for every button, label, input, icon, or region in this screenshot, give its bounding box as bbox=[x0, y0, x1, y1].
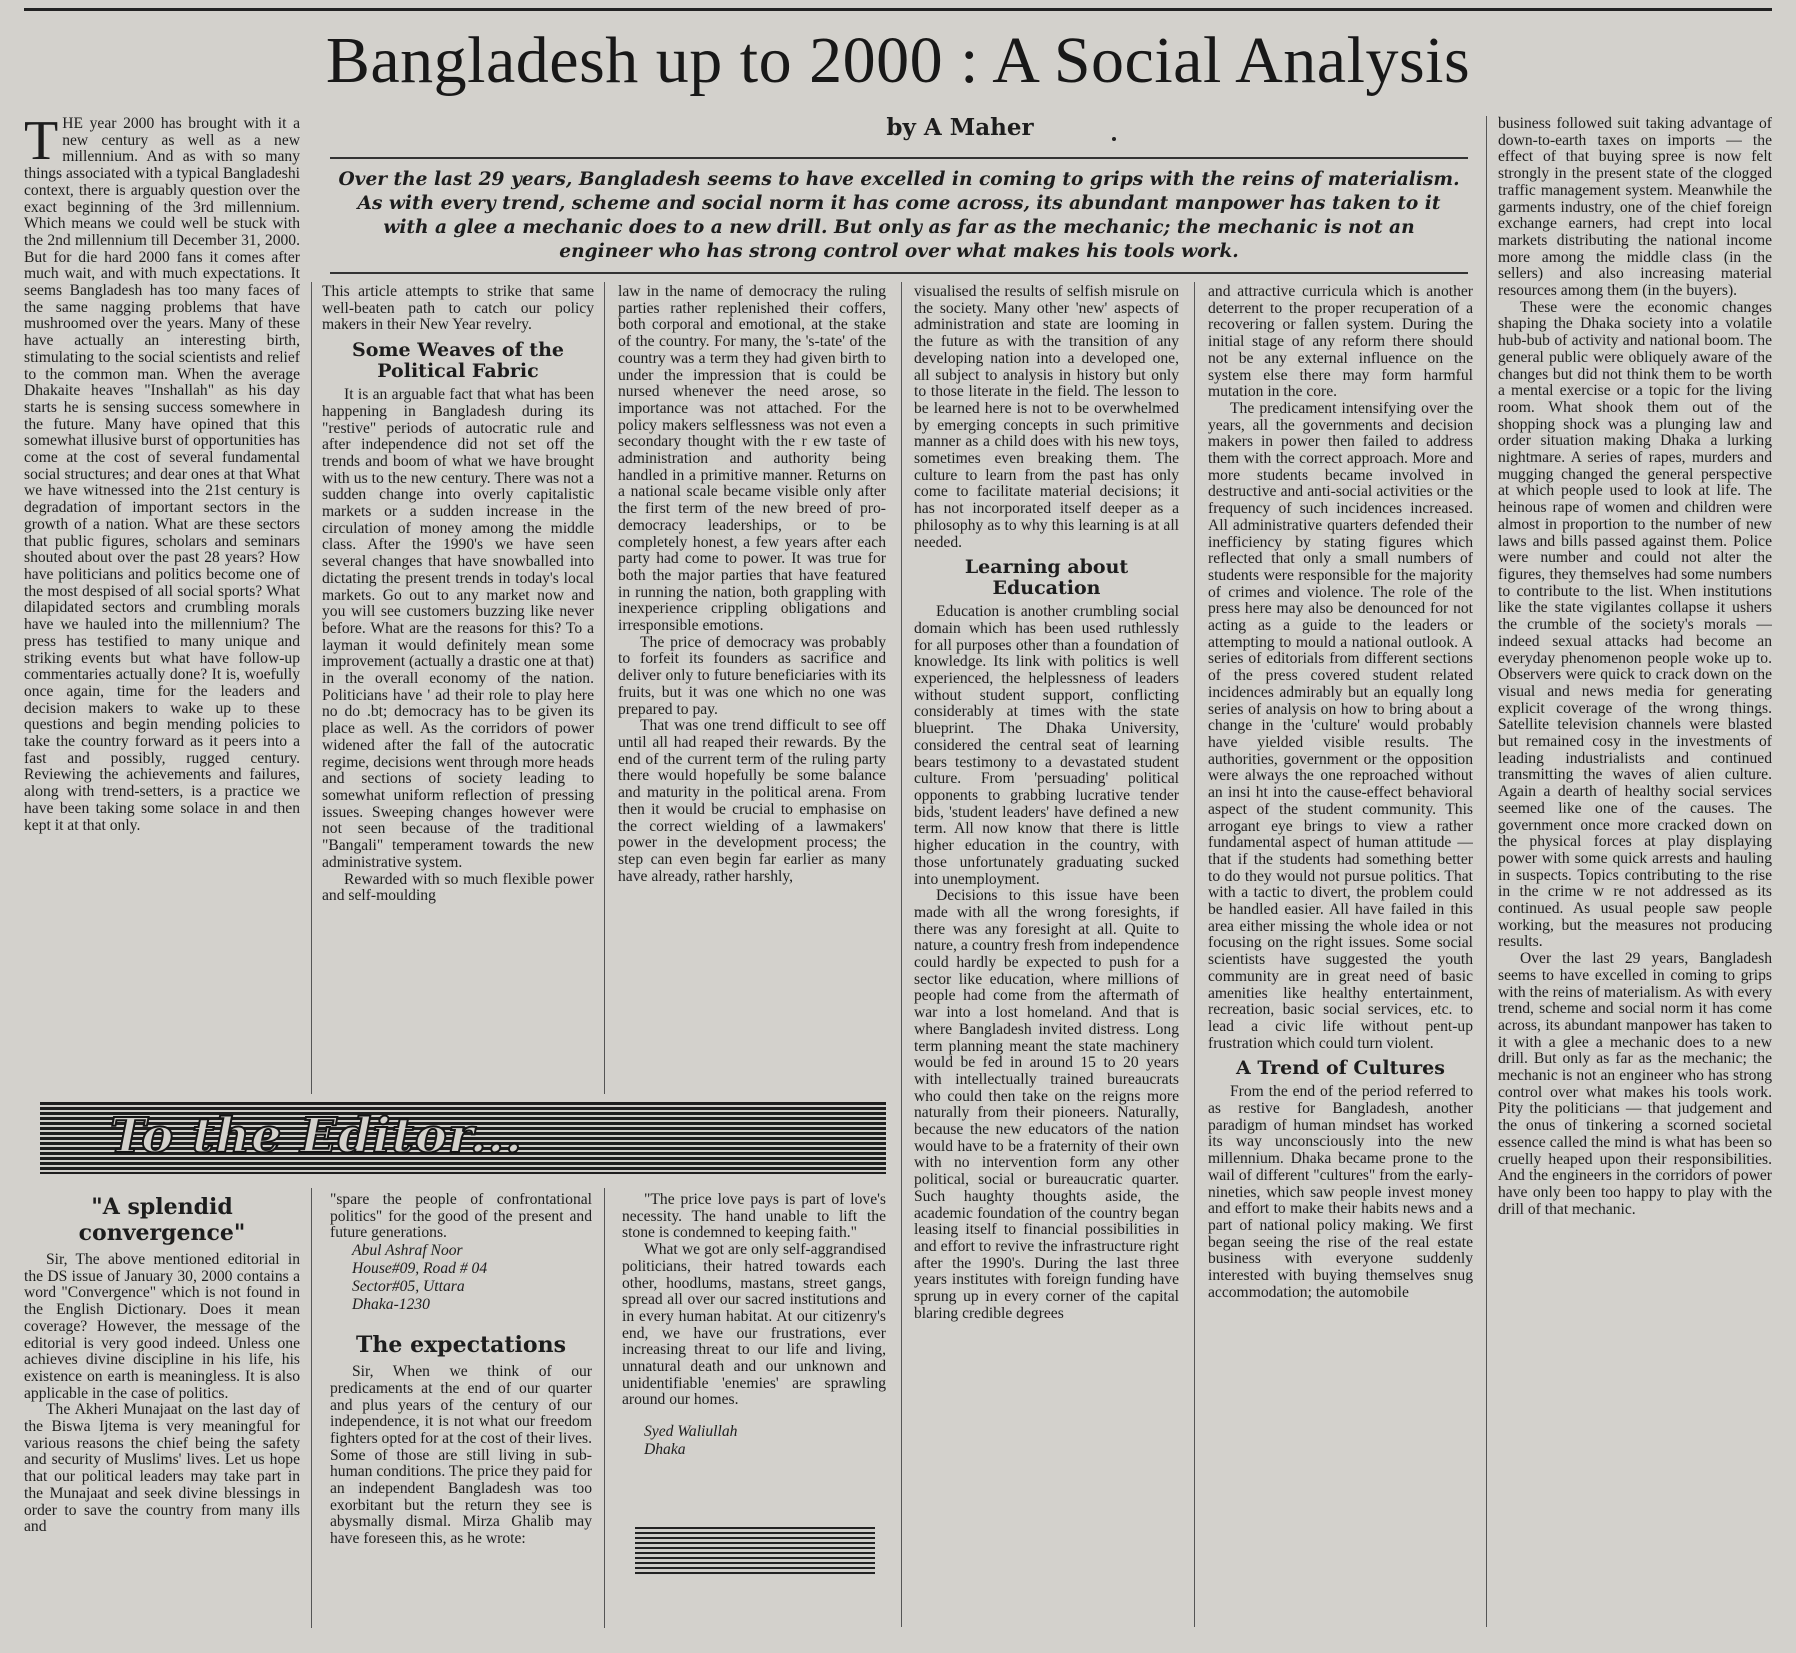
signature-address: Dhaka-1230 bbox=[352, 1296, 430, 1314]
col5-paragraph: The predicament intensifying over the years, all the governments and decision makers in power then failed to address them with the correct approach. More and more students became involved in destructive and anti-social activities or the frequency of such incidences increased. All administrative quarters defended their inefficiency by stating figures which reflected that only a small numbers of students were responsible for the majority of crimes and violence. The role of the press here may also be denounced for not acting as a guide to the leaders or attempting to mould a national outlook. A series of editorials from different sections of the press covered student related incidences admirably but an equally long series of analysis on how to bring about a change in the 'culture' would probably have yielded visible results. The authorities, government or the opposition were always the one reproached without an insi ht into the cause-effect behavioral aspect of the student community. This arrogant eye brings to view a rather fundamental aspect of human attitude — that if the students had something better to do they would not pursue politics. That with a tactic to divert, the problem could be handled easier. All have failed in this area either missing the whole idea or not focusing on the right issues. Some social scientists have suggested the youth community are in great need of basic amenities like healthy entertainment, recreation, basic social services, etc. to lead a civic life without pent-up frustration which could turn violent. bbox=[1208, 399, 1473, 1052]
section-heading-political-fabric: Some Weaves of the Political Fabric bbox=[352, 339, 564, 383]
column-rule bbox=[311, 282, 312, 1094]
top-rule bbox=[24, 8, 1772, 11]
letter-title: The expectations bbox=[356, 1332, 566, 1359]
column-1 bbox=[24, 116, 300, 1098]
column-rule bbox=[311, 1188, 312, 1628]
col1-paragraph bbox=[24, 116, 300, 834]
letter-paragraph: "spare the people of confrontational politics" for the good of the present and future generations. bbox=[330, 1192, 592, 1242]
col6-paragraph: Over the last 29 years, Bangladesh seems to have excelled in coming to grips with the reins of materialism. As with every trend, scheme and social norm it has come across, its abundant manpower has taken to it with a glee a mechanic does to a new drill. But only as far as the mechanic; the mechanic is not an engineer who has strong control over what makes his tools work. Pity the politicians — that judgement and the onus of tinkering a scorned societal essence called the mind is what has been so cruelly heaped upon their responsibilities. And the engineers in the corridors of power have only been too happy to play with the drill of that mechanic. bbox=[1498, 950, 1772, 1218]
col2-paragraph: Rewarded with so much flexible power and self-moulding bbox=[322, 870, 594, 905]
banner-label: To the Editor... bbox=[110, 1108, 523, 1164]
letter-2-column bbox=[330, 1192, 592, 1628]
col3-paragraph: The price of democracy was probably to forfeit its founders as sacrifice and deliver only to future beneficiaries with its fruits, but it was one which no one was prepared to pay. bbox=[618, 633, 886, 718]
column-rule bbox=[1194, 282, 1195, 1627]
col6-paragraph: These were the economic changes shaping the Dhaka society into a volatile hub-bub of activity and national boom. The general public were obliquely aware of the changes but did not think them to be worth a mental exercise or a topic for the living room. What shook them out of the shopping shock was a plunging law and order situation making Dhaka a lurking nightmare. A series of rapes, murders and mugging changed the general perspective at which people used to look at life. The heinous rape of women and children were almost in proportion to the number of new laws and bills passed against them. Police were number and could not alter the figures, they themselves had some numbers to contribute to the list. When institutions like the state vigilantes collapse it ushers the crumble of the society's morals — indeed sexual attacks had become an everyday phenomenon people woke up to. Observers were quick to crack down on the visual and news media for generating explicit coverage of the wrong things. Satellite television channels were blasted but remained cosy in the investments of leading industrialists and continued transmitting the waves of alien culture. Again a dearth of healthy social services seemed like one of the causes. The government once more cracked down on the physical forces at play displaying power with some quick arrests and hauling in suspects. Topics contributing to the rise in the crime w re not addressed as its continued. As usual people saw people working, but the measures not producing results. bbox=[1498, 298, 1772, 951]
article-title: Bangladesh up to 2000 : A Social Analysis bbox=[325, 24, 1471, 97]
column-4 bbox=[914, 284, 1179, 1624]
letter-quote: "The price love pays is part of love's necessity. The hand unable to lift the stone is condemned to keeping faith." bbox=[622, 1192, 886, 1242]
section-heading-education: Learning about Education bbox=[964, 556, 1129, 600]
column-6 bbox=[1498, 116, 1772, 1626]
letter-paragraph: Sir, The above mentioned editorial in the DS issue of January 30, 2000 contains a word "Convergence" which is not found in the English Dictionary. Does it mean coverage? However, the message of the editorial is very good indeed. Unless one achieves divine discipline in his life, his existence on earth is meaningless. It is also applicable in the case of politics. bbox=[24, 1251, 300, 1402]
column-rule bbox=[1486, 116, 1487, 1627]
letter-3-column bbox=[622, 1192, 886, 1522]
drop-cap: T bbox=[24, 116, 59, 172]
col4-paragraph: visualised the results of selfish misrule on the society. Many other 'new' aspects of administration and state are looming in the future as with the transition of any developing nation into a developed one, all subject to analysis in history but only to those literate in the field. The lesson to be learned here is not to be overwhelmed by emerging concepts in such primitive manner as a child does with his new toys, sometimes even breaking them. The culture to learn from the past has only come to facilitate material decisions; it has not incorporated itself deeper as a philosophy as to why this learning is at all needed. bbox=[914, 284, 1179, 551]
to-the-editor-banner bbox=[40, 1102, 886, 1174]
standfirst: Over the last 29 years, Bangladesh seems to have excelled in coming to grips with the reins of materialism. As with every trend, scheme and social norm it has come across, its abundant manpower has taken to it with a glee a mechanic does to a new drill. But only as far as the mechanic; the mechanic is not an engineer who has strong control over what makes his tools work. bbox=[330, 157, 1468, 274]
letter-1-column bbox=[24, 1190, 300, 1630]
column-5 bbox=[1208, 284, 1473, 1624]
column-rule bbox=[604, 1188, 605, 1628]
col5-paragraph: and attractive curricula which is another deterrent to the proper recuperation of a recovering or fallen system. During the initial stage of any reform there should not be any external influence on the system else there may form harmful mutation in the core. bbox=[1208, 284, 1473, 401]
col3-paragraph: law in the name of democracy the ruling parties rather replenished their coffers, both corporal and emotional, at the stake of the country. For many, the 's-tate' of the country was a term they had given birth to under the impression that is could be nursed whenever the need arose, so importance was not attached. For the policy makers selflessness was not even a secondary thought with the r ew taste of administration and authority being handled in a primitive manner. Returns on a national scale became visible only after the first term of the new breed of pro-democracy leaderships, or to be completely honest, a few years after each party had come to power. It was true for both the major parties that have featured in running the nation, both grappling with inexperience crippling obligations and irresponsible emotions. bbox=[618, 284, 886, 635]
column-3 bbox=[618, 284, 886, 1098]
signature-address: House#09, Road # 04 bbox=[352, 1260, 488, 1278]
col4-paragraph: Education is another crumbling social domain which has been used ruthlessly for all purposes other than a foundation of knowledge. Its link with politics is well experienced, the helplessness of leaders without student support, conflicting considerably at times with the state blueprint. The Dhaka University, considered the central seat of learning bears testimony to a devastated student culture. From 'persuading' political opponents to grabbing lucrative tender bids, 'student leaders' have defined a new term. All now know that there is little higher education in the country, with those unfortunately graduating sucked into unemployment. bbox=[914, 603, 1179, 888]
col2-paragraph: It is an arguable fact that what has been happening in Bangladesh during its "restive" periods of autocratic rule and after independence did not set off the trends and boom of what we have brought with us to the new century. There was not a sudden change into overly capitalistic markets or a sudden increase in the circulation of money among the middle class. After the 1990's we have seen several changes that have snowballed into dictating the present trends in today's local markets. Go out to any market now and you will see customers buzzing like never before. What are the reasons for this? To a layman it would definitely mean some improvement (actually a drastic one at that) in the overall economy of the nation. Politicians have ' ad their role to play here no do .bt; democracy has to be given its place as well. As the corridors of power widened after the fall of the autocratic regime, decisions went through more heads and sections of society leading to somewhat uniform reflection of pressing issues. Sweeping changes however were not seen because of the traditional "Bangali" temperament towards the new administrative system. bbox=[322, 386, 594, 871]
col3-paragraph: That was one trend difficult to see off until all had reaped their rewards. By the end of the current term of the ruling party there would hopefully be some balance and maturity in the political arena. From then it would be crucial to emphasise on the correct wielding of a lawmakers' power in the development process; the step can even begin far earlier as many have already, rather harshly, bbox=[618, 717, 886, 885]
column-rule bbox=[604, 282, 605, 1094]
col5-paragraph: From the end of the period referred to as restive for Bangladesh, another paradigm of human mindset has worked its way unconsciously into the new millennium. Dhaka became prone to the wail of different "cultures" from the early-nineties, which saw people invest money and effort to make their habits news and a part of national policy making. We first began seeing the rise of the real estate business with everyone suddenly interested with buying themselves snug accommodation; the automobile bbox=[1208, 1083, 1473, 1301]
letter-title: "A splendid convergence" bbox=[78, 1194, 246, 1246]
signature-name: Abul Ashraf Noor bbox=[352, 1242, 463, 1260]
byline: by A Maher bbox=[886, 114, 1034, 141]
col2-intro: This article attempts to strike that same well-beaten path to catch our policy makers in their New Year revelry. bbox=[322, 284, 594, 334]
letter-paragraph: What we got are only self-aggrandised politicians, their hatred towards each other, hoodlums, mastans, street gangs, spread all over our sacred institutions and in every human habitat. At our citizenry's end, we have our frustrations, ever increasing threat to our life and living, unnatural death and our unknown and unidentifiable 'enemies' are sprawling around our homes. bbox=[622, 1241, 886, 1409]
print-speck bbox=[1112, 137, 1116, 141]
signature-address: Sector#05, Uttara bbox=[352, 1278, 465, 1296]
letter-paragraph: The Akheri Munajaat on the last day of the Biswa Ijtema is very meaningful for various reasons the chief being the safety and security of Muslims' lives. Let us hope that our political leaders may take part in the Munajaat and seek divine blessings in order to save the country from many ills and bbox=[24, 1401, 300, 1536]
hatch-ornament bbox=[635, 1527, 875, 1575]
col4-paragraph: Decisions to this issue have been made with all the wrong foresights, if there was any foresight at all. Quite to nature, a country fresh from independence could hardly be expected to push for a sector like education, where millions of people had come from the aftermath of war into a lost homeland. And that is where Bangladesh invited distress. Long term planning meant the state machinery would be fed in around 15 to 20 years with intellectually trained bureaucrats who could then take on the reigns more naturally from their pioneers. Naturally, because the new educators of the nation would have to be a fraternity of their own with no intervention form any other political, social or bureaucratic quarter. Such haughty thoughts aside, the academic foundation of the country began leasing itself to financial possibilities in and effort to revive the infrastructure right after the 1990's. During the last three years institutes with foreign funding have sprung up in every corner of the capital blaring credible degrees bbox=[914, 887, 1179, 1322]
signature-address: Dhaka bbox=[644, 1441, 686, 1459]
section-heading-cultures: A Trend of Cultures bbox=[1236, 1057, 1445, 1080]
col1-text: HE year 2000 has brought with it a new century as well as a new millennium. And as with so many things associated with a typical Bangladeshi context, there is arguably question over the exact beginning of the 3rd millennium. Which means we could well be stuck with the 2nd millennium till December 31, 2000. But for die hard 2000 fans it comes after much wait, and with much expectations. It seems Bangladesh has too many faces of the same nagging problems that have mushroomed over the years. Many of these have actually an interesting birth, stimulating to the social scientists and relief to the common man. When the average Dhakaite heaves "Inshallah" as his day starts he is sensing success somewhere in the future. Many have opined that this somewhat illusive burst of opportunities has come at the cost of several fundamental social structures; and dear ones at that What we have witnessed into the 21st century is degradation of important sectors in the growth of a nation. What are these sectors that public figures, scholars and seminars shouted about over the past 28 years? How have politicians and politics become one of the most despised of all social sports? What dilapidated sectors and crumbling morals have we hauled into the millennium? The press has testified to many unique and striking events but what have follow-up commentaries actually done? It is, woefully once again, time for the leaders and decision makers to wake up to these questions and begin mending policies to take the country forward as it peers into a fast and possibly, rugged century. Reviewing the achievements and failures, along with trend-setters, is a practice we have been taking some solace in and then kept it at that only. bbox=[24, 116, 300, 834]
letter-paragraph: Sir, When we think of our predicaments at the end of our quarter and plus years of the century of our independence, it is not what our freedom fighters opted for at the cost of their lives. Some of those are still living in sub-human conditions. The price they paid for an independent Bangladesh was too exorbitant but the return they see is abysmally dismal. Mirza Ghalib may have foreseen this, as he wrote: bbox=[330, 1363, 592, 1548]
column-2 bbox=[322, 284, 594, 1098]
signature-name: Syed Waliullah bbox=[644, 1423, 738, 1441]
col6-paragraph: business followed suit taking advantage of down-to-earth taxes on imports — the effect of that buying spree is now felt strongly in the present state of the clogged traffic management system. Meanwhile the garments industry, one of the chief foreign exchange earners, had crept into local markets distributing the national income more among the middle class (in the sellers) and also increasing material resources among them (in the buyers). bbox=[1498, 116, 1772, 300]
column-rule bbox=[901, 282, 902, 1627]
